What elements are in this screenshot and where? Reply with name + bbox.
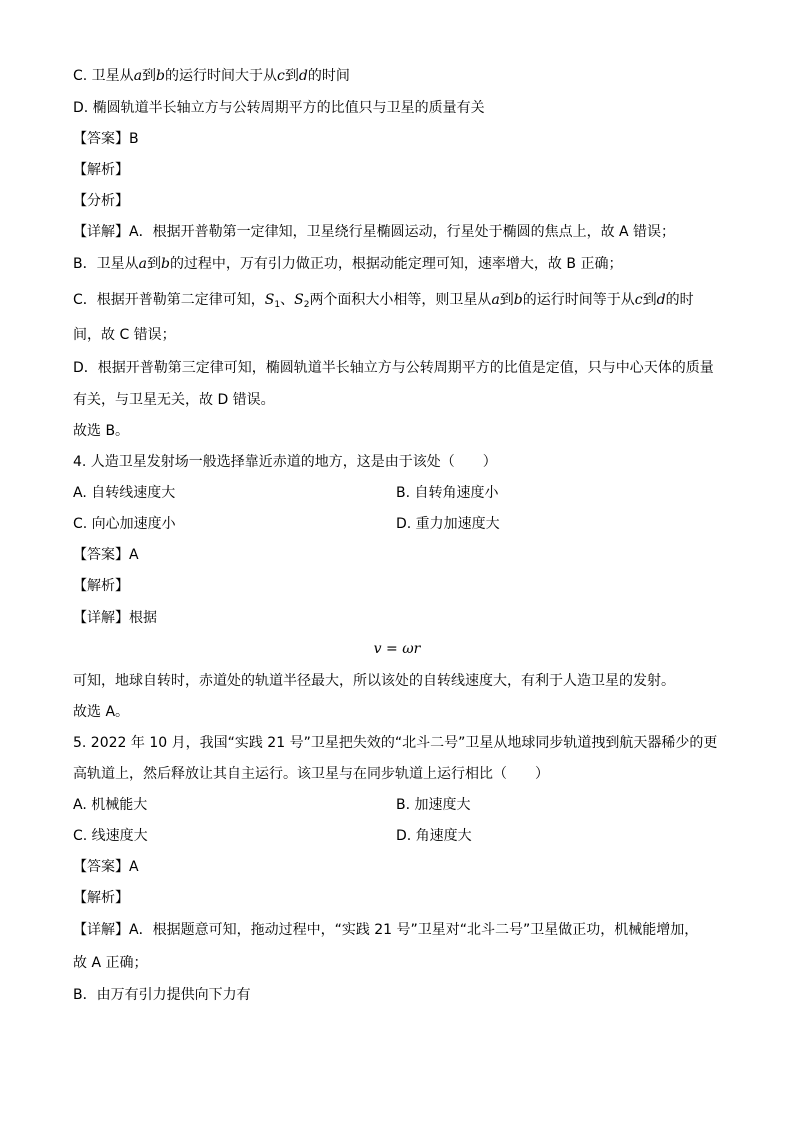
q5-option-b: B. 加速度大 [396,797,471,813]
option-d-line: D. 椭圆轨道半长轴立方与公转周期平方的比值只与卫星的质量有关 [73,100,485,116]
q5-option-d: D. 角速度大 [396,828,472,844]
q5-detail-b: B．由万有引力提供向下力有 [73,987,251,1003]
detail-line-a: 【详解】A．根据开普勒第一定律知，卫星绕行星椭圆运动，行星处于椭圆的焦点上，故 A 错误； [73,224,676,240]
q4-conclusion: 可知，地球自转时，赤道处的轨道半径最大，所以该处的自转线速度大，有利于人造卫星的发射。 [73,673,675,689]
q5-detail-a-cont: 故 A 正确； [73,955,148,971]
q5-option-c: C. 线速度大 [73,828,148,844]
detail-line-c-cont: 间，故 C 错误； [73,327,176,343]
q4-option-c: C. 向心加速度小 [73,516,176,532]
detail-line-d-cont: 有关，与卫星无关，故 D 错误。 [73,392,275,408]
choose-a: 故选 A。 [73,704,130,720]
q4-answer: 【答案】A [73,547,139,563]
question-5-line-2: 高轨道上，然后释放让其自主运行。该卫星与在同步轨道上运行相比（ ） [73,766,549,782]
question-4: 4. 人造卫星发射场一般选择靠近赤道的地方，这是由于该处（ ） [73,454,497,470]
analysis-label: 【解析】 [73,162,129,178]
answer-label: 【答案】B [73,131,139,147]
question-5-line-1: 5. 2022 年 10 月，我国“实践 21 号”卫星把失效的“北斗二号”卫星从地球同步轨道拽到航天器稀少的更 [73,735,718,751]
detail-line-c: C．根据开普勒第二定律可知，$S_1$、$S_2$两个面积大小相等，则卫星从a到b的运行时间等于从c到d的时 [73,292,694,310]
choose-b: 故选 B。 [73,423,130,439]
q4-option-d: D. 重力加速度大 [396,516,500,532]
q5-option-a: A. 机械能大 [73,797,148,813]
q4-option-a: A. 自转线速度大 [73,485,176,501]
q5-analysis-label: 【解析】 [73,890,129,906]
q4-analysis-label: 【解析】 [73,578,129,594]
option-c-line: C. 卫星从a到b的运行时间大于从c到d的时间 [73,68,350,84]
q4-detail: 【详解】根据 [73,610,157,626]
q5-detail-a: 【详解】A．根据题意可知，拖动过程中，“实践 21 号”卫星对“北斗二号”卫星做正功，机械能增加， [73,922,699,938]
detail-line-b: B．卫星从a到b的过程中，万有引力做正功，根据动能定理可知，速率增大，故 B 正确； [73,256,623,272]
detail-line-d: D．根据开普勒第三定律可知，椭圆轨道半长轴立方与公转周期平方的比值是定值，只与中心天体的质量 [73,360,714,376]
q5-answer: 【答案】A [73,859,139,875]
fenxi-label: 【分析】 [73,193,129,209]
q4-formula: v = ωr [373,641,421,657]
q4-option-b: B. 自转角速度小 [396,485,499,501]
